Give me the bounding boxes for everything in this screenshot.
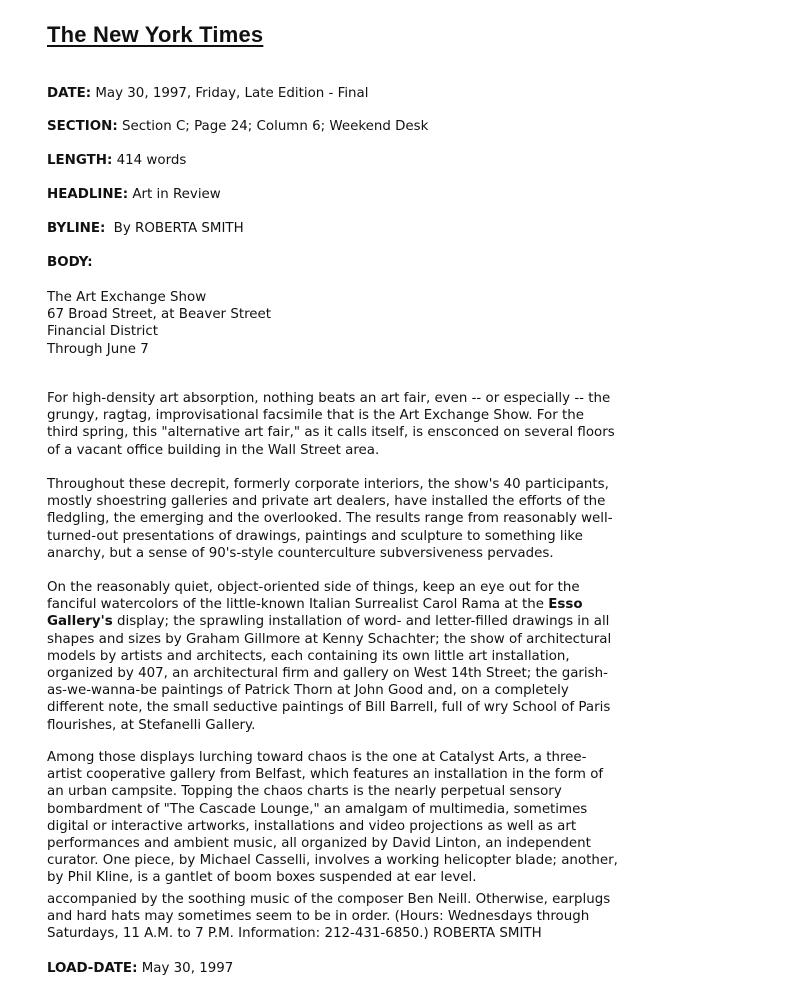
venue-dates: Through June 7 — [47, 341, 149, 357]
paragraph-line: models by artists and architects, each containing its own little art installation, — [47, 648, 570, 664]
paragraph-line: On the reasonably quiet, object-oriented side of things, keep an eye out for the — [47, 580, 580, 595]
paragraph-line: bombardment of "The Cascade Lounge," an amalgam of multimedia, sometimes — [47, 801, 588, 817]
paragraph-2 — [47, 476, 657, 562]
paragraph-line: digital or interactive artworks, installations and video projections as well as art — [47, 818, 577, 834]
paragraph-line: turned-out presentations of drawings, paintings and sculpture to something like — [47, 528, 583, 544]
date-label: DATE: — [47, 86, 92, 101]
load-date-value: May 30, 1997 — [141, 961, 234, 976]
load-date-label: LOAD-DATE: — [47, 961, 138, 976]
paragraph-line: mostly shoestring galleries and private art dealers, have installed the efforts of the — [47, 494, 606, 510]
byline-label: BYLINE: — [47, 221, 106, 236]
load-date-field — [47, 960, 233, 978]
date-value: May 30, 1997, Friday, Late Edition - Final — [95, 86, 369, 101]
venue-district: Financial District — [47, 324, 158, 340]
paragraph-line: by Phil Kline, is a gantlet of boom boxes suspended at ear level. — [47, 870, 477, 886]
paragraph-line: as-we-wanna-be paintings of Patrick Thorn at John Good and, on a completely — [47, 683, 569, 699]
length-value: 414 words — [116, 153, 187, 168]
body-label: BODY: — [47, 255, 93, 270]
venue-block — [47, 289, 657, 358]
paragraph-line: different note, the small seductive paintings of Bill Barrell, full of wry School of Paris — [47, 700, 611, 716]
gallery-name-bold: Gallery's — [47, 614, 113, 630]
length-label: LENGTH: — [47, 153, 113, 168]
paragraph-line: Throughout these decrepit, formerly corporate interiors, the show's 40 participants, — [47, 477, 609, 492]
paragraph-line — [47, 613, 657, 630]
paragraph-line: fledgling, the emerging and the overlooked. The results range from reasonably well- — [47, 511, 613, 527]
paragraph-line: accompanied by the soothing music of the composer Ben Neill. Otherwise, earplugs — [47, 892, 611, 907]
paragraph-line: flourishes, at Stefanelli Gallery. — [47, 717, 256, 733]
paragraph-line: and hard hats may sometimes seem to be in order. (Hours: Wednesdays through — [47, 909, 590, 925]
paragraph-line: third spring, this "alternative art fair," as it calls itself, is ensconced on several floors — [47, 425, 615, 441]
paragraph-line: of a vacant office building in the Wall Street area. — [47, 442, 380, 458]
paragraph-line: performances and ambient music, all organized by David Linton, an independent — [47, 836, 591, 852]
byline-value: By ROBERTA SMITH — [113, 221, 244, 236]
paragraph-line: grungy, ragtag, improvisational facsimile that is the Art Exchange Show. For the — [47, 408, 584, 424]
paragraph-3 — [47, 579, 657, 734]
masthead-title: The New York Times — [47, 22, 264, 47]
venue-name: The Art Exchange Show — [47, 290, 207, 305]
paragraph-line: artist cooperative gallery from Belfast, which features an installation in the form of — [47, 767, 604, 783]
paragraph-line: Saturdays, 11 A.M. to 7 P.M. Information: 212-431-6850.) ROBERTA SMITH — [47, 926, 542, 942]
gallery-name-bold: Esso — [548, 597, 583, 613]
paragraph-5 — [47, 891, 657, 943]
paragraph-line: curator. One piece, by Michael Casselli, involves a working helicopter blade; another, — [47, 853, 618, 869]
section-label: SECTION: — [47, 119, 118, 134]
paragraph-line — [47, 596, 657, 613]
headline-label: HEADLINE: — [47, 187, 129, 202]
headline-value: Art in Review — [132, 187, 221, 202]
paragraph-4 — [47, 749, 657, 887]
paragraph-line: anarchy, but a sense of 90's-style counterculture subversiveness pervades. — [47, 545, 554, 561]
headline-field — [47, 186, 221, 204]
section-field — [47, 118, 428, 136]
paragraph-text: display; the sprawling installation of word- and letter-filled drawings in all — [116, 614, 610, 630]
byline-field — [47, 220, 244, 238]
paragraph-line: shapes and sizes by Graham Gillmore at Kenny Schachter; the show of architectural — [47, 631, 612, 647]
length-field — [47, 152, 186, 170]
paragraph-text: fanciful watercolors of the little-known Italian Surrealist Carol Rama at the — [47, 597, 544, 613]
section-value: Section C; Page 24; Column 6; Weekend Desk — [121, 119, 429, 134]
body-field — [47, 254, 93, 272]
paragraph-line: Among those displays lurching toward chaos is the one at Catalyst Arts, a three- — [47, 750, 587, 765]
paragraph-line: an urban campsite. Topping the chaos charts is the nearly perpetual sensory — [47, 784, 562, 800]
paragraph-line: For high-density art absorption, nothing beats an art fair, even -- or especially -- the — [47, 391, 611, 406]
paragraph-line: organized by 407, an architectural firm and gallery on West 14th Street; the garish- — [47, 666, 608, 682]
date-field — [47, 85, 368, 103]
paragraph-1 — [47, 390, 657, 459]
venue-address: 67 Broad Street, at Beaver Street — [47, 307, 272, 323]
